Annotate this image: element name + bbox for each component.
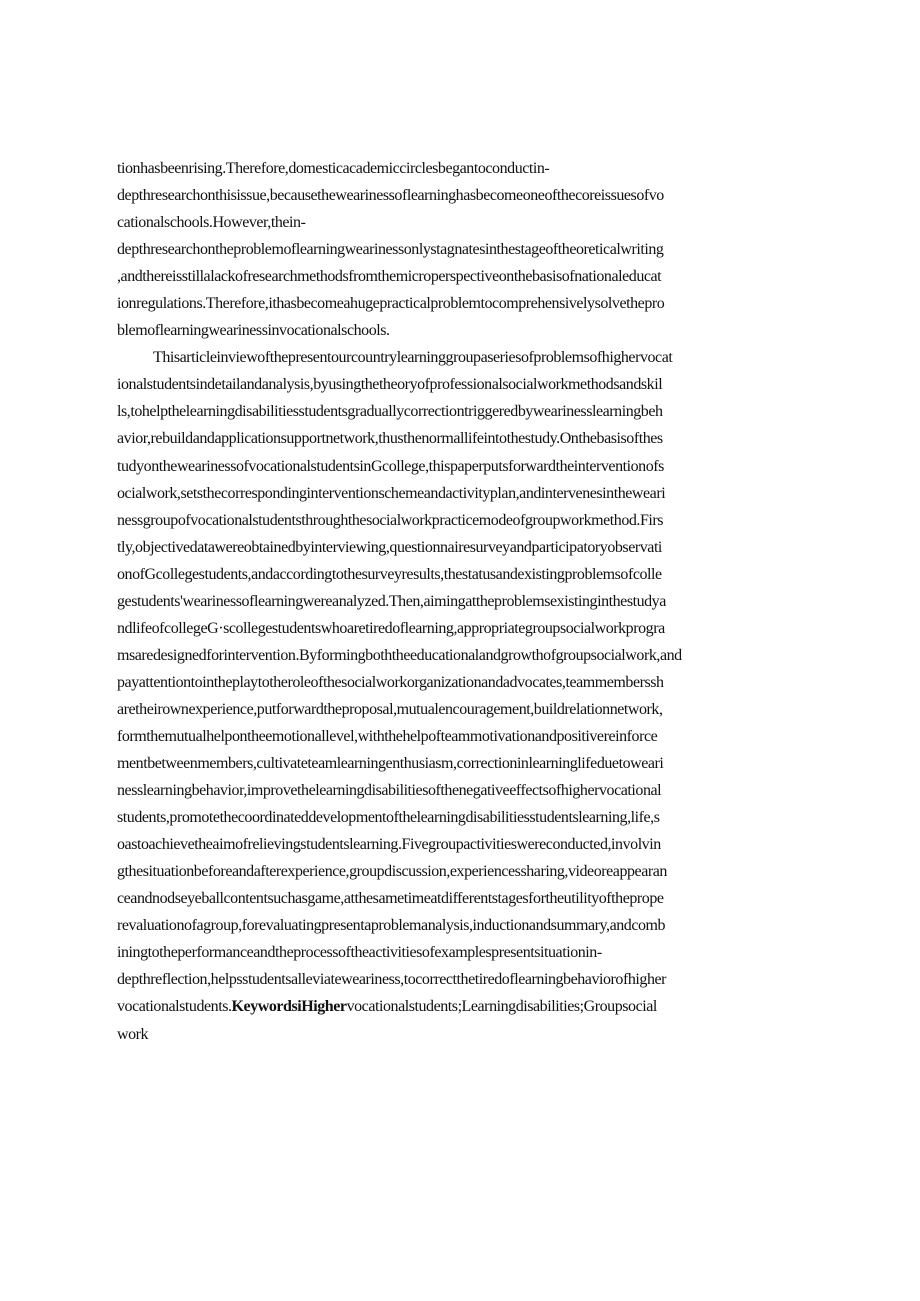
text-line: depthresearchontheproblemoflearningwearinessonlystagnatesinthestageoftheoreticalwriting: [117, 241, 664, 259]
text-line: ceandnodseyeballcontentsuchasgame,atthesametimeatdifferentstagesfortheutilityofthepropе: [117, 890, 664, 908]
paragraph-2: [117, 344, 807, 1047]
text-line: ionregulations.Therefore,ithasbecomeahugepracticalproblemtocomprehensivelysolvethepro: [117, 295, 665, 313]
paragraph-1: [117, 155, 807, 344]
text-line: avior,rebuildandapplicationsupportnetwork,thusthenormallifeintothestudy.Onthebasisofthes: [117, 430, 663, 448]
text-line: msaredesignedforintervention.Byformingboththeeducationalandgrowthofgroupsocialwork,and: [117, 646, 682, 664]
text-line: tionhasbeenrising.Therefore,domesticacademiccirclesbegantoconductin-: [117, 160, 550, 177]
text-line: work: [117, 1025, 149, 1043]
text-line: ionalstudentsindetailandanalysis,byusingthetheoryofprofessionalsocialworkmethodsandskil: [117, 376, 663, 394]
text-line: payattentiontointheplaytotheroleofthesocialworkorganizationandadvocates,teammemberssh: [117, 673, 664, 691]
text-line: tudyonthewearinessofvocationalstudentsinGcollege,thispaperputsforwardtheinterventionofs: [117, 457, 664, 475]
text-line: depthresearchonthisissue,becausethewearinessoflearninghasbecomeoneofthecoreissuesofvo: [117, 187, 664, 205]
keywords-line: [117, 993, 807, 1020]
text-line: tly,objectivedatawereobtainedbyinterviewing,questionnairesurveyandparticipatoryobservati: [117, 538, 662, 556]
text-line: ls,tohelpthelearningdisabilitiesstudentsgraduallycorrectiontriggeredbywearinesslearningbeh: [117, 403, 663, 421]
text-line: iningtotheperformanceandtheprocessoftheactivitiesofexamplespresentsituationin-: [117, 944, 602, 962]
text-line: oastoachievetheaimofrelievingstudentslearning.Fivegroupactivitieswereconducted,involvin: [117, 836, 661, 854]
text-line: nesslearningbehavior,improvethelearningdisabilitiesofthenegativeeffectsofhighervocational: [117, 782, 662, 800]
text-line: mentbetweenmembers,cultivateteamlearningenthusiasm,correctioninlearninglifeduetoweari: [117, 755, 664, 773]
text-line: blemoflearningwearinessinvocationalschools.: [117, 322, 390, 340]
text-line: ndlifeofcollegeG·scollegestudentswhoaretiredoflearning,appropriategroupsocialworkprogra: [117, 619, 665, 637]
text-line: gestudents'wearinessoflearningwereanalyzed.Then,aimingattheproblemsexistinginthestudya: [117, 592, 666, 610]
text-line: depthreflection,helpsstudentsalleviateweariness,tocorrectthetiredoflearningbehaviorofhigher: [117, 971, 667, 989]
text-line: cationalschools.However,thein-: [117, 214, 306, 232]
last-line-prefix: vocationalstudents.: [117, 998, 232, 1016]
text-line: nessgroupofvocationalstudentsthroughthesocialworkpracticemodeofgroupworkmethod.Firs: [117, 511, 664, 529]
text-line: students,promotethecoordinateddevelopmentofthelearningdisabilitiesstudentslearning,life,s: [117, 809, 660, 827]
text-line: formthemutualhelpontheemotionallevel,withthehelpofteammotivationandpositivereinforce: [117, 727, 658, 745]
abstract-text: [117, 155, 807, 1048]
keywords-text: vocationalstudents;Learningdisabilities;Groupsocial: [346, 998, 657, 1016]
text-line: aretheirownexperience,putforwardtheproposal,mutualencouragement,buildrelationnetwork,: [117, 700, 663, 718]
text-line: onofGcollegestudents,andaccordingtothesurveyresults,thestatusandexistingproblemsofcolle: [117, 565, 662, 583]
text-line: ,andthereisstillalackofresearchmethodsfromthemicroperspectiveonthebasisofnationaleducat: [117, 268, 662, 286]
text-line: gthesituationbeforeandafterexperience,groupdiscussion,experiencessharing,videoreappearan: [117, 863, 667, 881]
keywords-label: KeywordsiHigher: [231, 998, 347, 1016]
text-line: Thisarticleinviewofthepresentourcountrylearninggroupaseriesofproblemsofhighervocat: [153, 349, 673, 367]
text-line: revaluationofagroup,forevaluatingpresentaproblemanalysis,inductionandsummary,andcomb: [117, 917, 666, 935]
text-line: ocialwork,setsthecorrespondinginterventionschemeandactivityplan,andintervenesintheweari: [117, 484, 666, 502]
